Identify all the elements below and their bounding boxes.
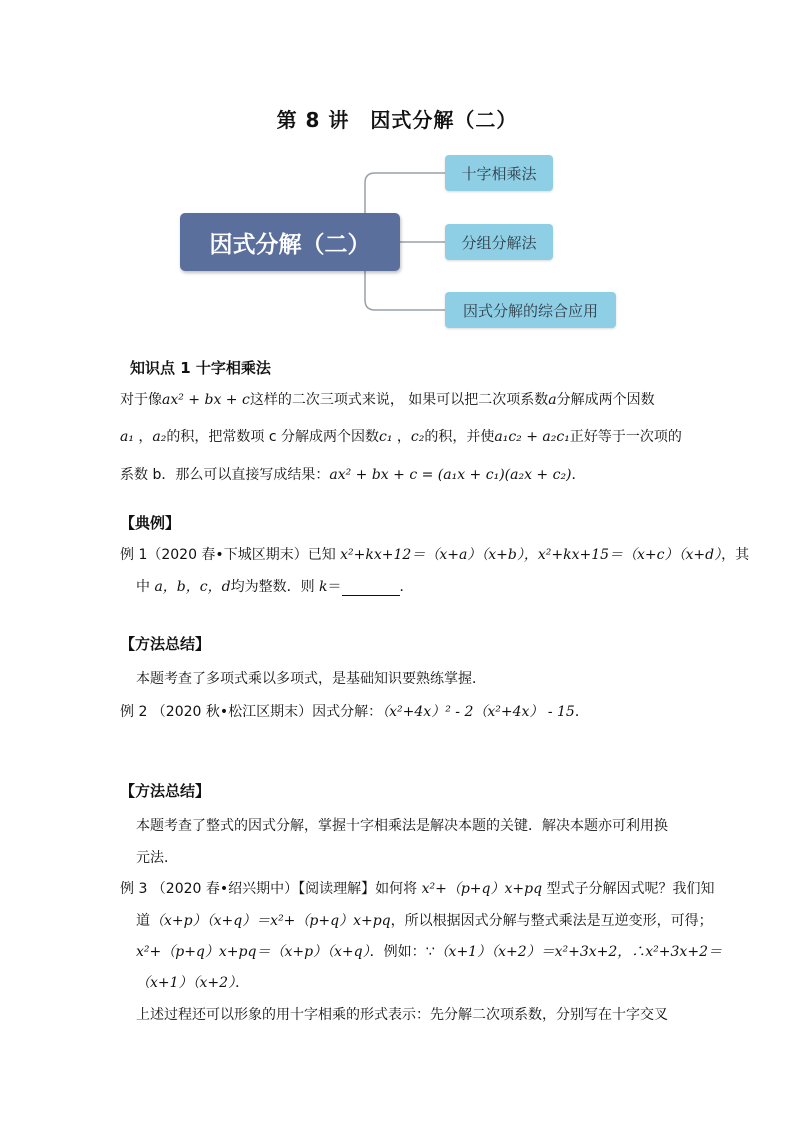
- math-expr: ax² + bx + c: [162, 392, 250, 408]
- text: 道: [136, 913, 150, 929]
- text: 型式子分解因式呢？我们知: [542, 881, 715, 897]
- example-3-line-5: 上述过程还可以形象的用十字相乘的形式表示：先分解二次项系数，分别写在十字交叉: [136, 1007, 668, 1023]
- math-expr: （x+1）（x+2）＝x²+3x+2，∴x²+3x+2＝: [434, 944, 722, 960]
- kp1-line-3: [120, 467, 586, 484]
- method-summary-1-text: 本题考查了多项式乘以多项式，是基础知识要熟练掌握．: [136, 671, 486, 687]
- example-1-line-1: [120, 547, 749, 564]
- math-expr: （x²+4x）² - 2（x²+4x） - 15: [382, 704, 575, 720]
- text: 对于像: [120, 392, 162, 408]
- example-3-line-4: [136, 975, 249, 992]
- method-summary-heading-1: 【方法总结】: [120, 635, 211, 653]
- kp1-line-1: [120, 392, 655, 409]
- math-var: c₂: [410, 429, 425, 445]
- mindmap-branch-application: 因式分解的综合应用: [445, 292, 616, 328]
- text: 均为整数．则: [230, 579, 320, 595]
- math-expr: （x+1）（x+2）: [136, 975, 236, 991]
- math-expr: x²+kx+12＝（x+a）（x+b），x²+kx+15＝（x+c）（x+d）: [340, 547, 722, 563]
- text: ，所以根据因式分解与整式乘法是互逆变形，可得；: [390, 913, 713, 929]
- mindmap-branch-cross-method: 十字相乘法: [445, 155, 553, 191]
- example-3-line-2: [136, 913, 713, 930]
- math-var: a₂: [152, 429, 167, 445]
- text: 分解成两个因数: [556, 392, 655, 408]
- math-var: k: [319, 579, 328, 595]
- text: 这样的二次三项式来说， 如果可以把二次项系数: [249, 392, 549, 408]
- text: 的积，并使: [424, 429, 495, 445]
- example-2-line: [120, 704, 589, 721]
- text: 例 2 （2020 秋•松江区期末）因式分解：: [120, 704, 383, 720]
- section-example-heading: 【典例】: [120, 514, 181, 532]
- text: ，: [138, 429, 153, 445]
- math-expr: （x+p）（x+q）＝x²+（p+q）x+pq: [150, 913, 391, 929]
- math-var: a₁: [120, 429, 134, 445]
- kp1-line-2: [120, 429, 682, 446]
- answer-blank: [342, 581, 400, 596]
- example-3-line-1: [120, 881, 715, 898]
- math-expr: ax² + bx + c = (a₁x + c₁)(a₂x + c₂): [329, 467, 572, 483]
- knowledge-point-title: 知识点 1 十字相乘法: [130, 359, 271, 377]
- page-title: 第 8 讲 因式分解（二）: [276, 108, 518, 132]
- text: ．: [574, 704, 589, 720]
- text: ．: [571, 467, 586, 483]
- text: 系数 b．那么可以直接写成结果：: [120, 467, 330, 483]
- text: 正好等于一次项的: [569, 429, 682, 445]
- math-expr: a，b，c，d: [154, 579, 231, 595]
- text: ．: [399, 579, 414, 595]
- math-var: a: [548, 392, 557, 408]
- mindmap-branch-grouping: 分组分解法: [445, 224, 553, 260]
- math-expr: a₁c₂ + a₂c₁: [494, 429, 570, 445]
- text: 中: [136, 579, 155, 595]
- method-summary-2-line-2: 元法．: [136, 850, 178, 866]
- mindmap-center-node: 因式分解（二）: [180, 213, 400, 271]
- text: 例 1（2020 春•下城区期末）已知: [120, 547, 341, 563]
- example-3-line-3: [136, 944, 722, 961]
- math-var: c₁: [379, 429, 393, 445]
- text: ，: [396, 429, 411, 445]
- mindmap-connectors: [0, 0, 794, 340]
- example-1-line-2: [136, 579, 414, 596]
- mindmap: [0, 0, 794, 340]
- text: ．例如：∵: [369, 944, 435, 960]
- text: ，其: [721, 547, 750, 563]
- text: 的积，把常数项 c 分解成两个因数: [166, 429, 379, 445]
- method-summary-heading-2: 【方法总结】: [120, 782, 211, 800]
- math-expr: x²+（p+q）x+pq＝（x+p）（x+q）: [136, 944, 370, 960]
- math-expr: x²+（p+q）x+pq: [421, 881, 543, 897]
- text: ＝: [327, 579, 342, 595]
- text: 例 3 （2020 春•绍兴期中）【阅读理解】如何将: [120, 881, 422, 897]
- text: ．: [235, 975, 250, 991]
- method-summary-2-line-1: 本题考查了整式的因式分解，掌握十字相乘法是解决本题的关键．解决本题亦可利用换: [136, 818, 668, 834]
